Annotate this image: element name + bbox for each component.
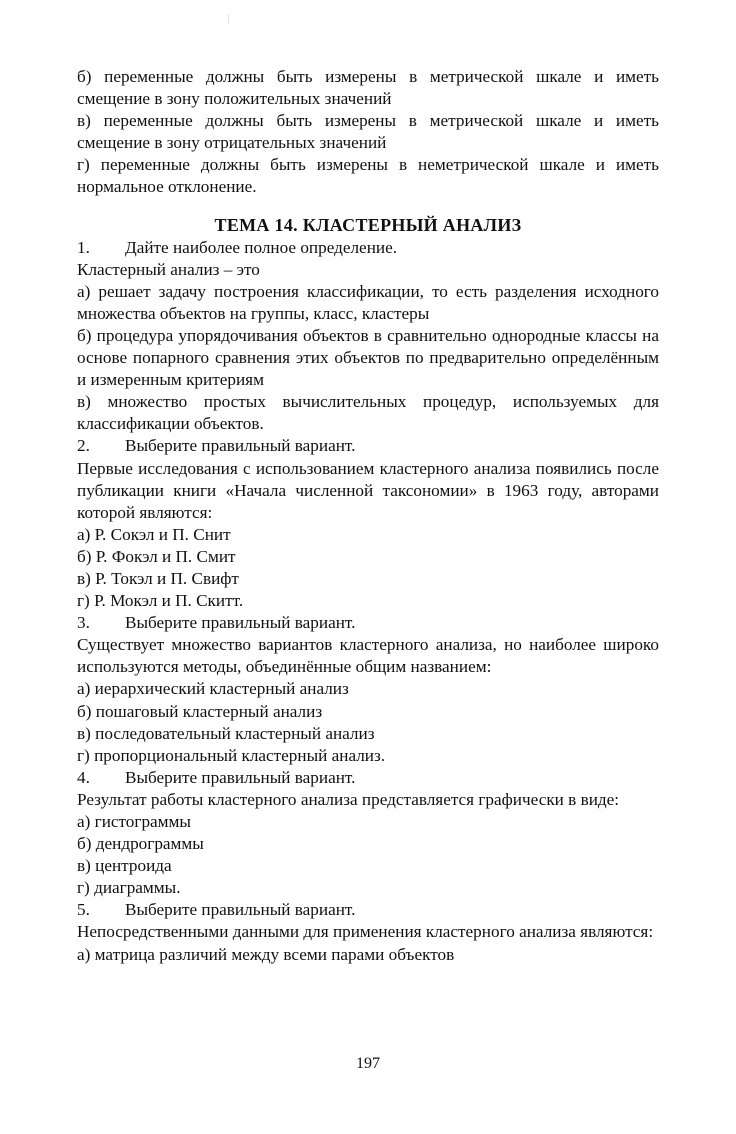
question-1-option-a: а) решает задачу построения классификации, то есть разделения исходного множества объектов на группы, класс, кластеры xyxy=(77,281,659,323)
question-1-option-b: б) процедура упорядочивания объектов в сравнительно однородные классы на основе попарного сравнения этих объектов по предварительно определённым и измеренным критериям xyxy=(77,325,659,390)
question-2-option-b: б) Р. Фокэл и П. Смит xyxy=(77,546,236,566)
page-number: 197 xyxy=(356,1055,380,1072)
section-heading: ТЕМА 14. КЛАСТЕРНЫЙ АНАЛИЗ xyxy=(214,214,522,235)
question-4-option-v: в) центроида xyxy=(77,856,172,876)
question-5-option-a: а) матрица различий между всеми парами объектов xyxy=(77,944,455,964)
question-1-option-v: в) множество простых вычислительных процедур, используемых для классификации объектов. xyxy=(77,392,659,434)
question-instruction: Выберите правильный вариант. xyxy=(125,613,356,633)
question-3-option-b: б) пошаговый кластерный анализ xyxy=(77,701,323,721)
question-2-option-v: в) Р. Токэл и П. Свифт xyxy=(77,568,239,588)
question-1-stem: Кластерный анализ – это xyxy=(77,259,260,279)
question-instruction: Выберите правильный вариант. xyxy=(125,767,356,787)
question-1-instruction xyxy=(77,237,659,259)
question-3-option-v: в) последовательный кластерный анализ xyxy=(77,723,375,743)
question-number: 4. xyxy=(77,767,90,787)
question-2-option-a: а) Р. Сокэл и П. Снит xyxy=(77,524,231,544)
intro-option-g: г) переменные должны быть измерены в неметрической шкале и иметь нормальное отклонение. xyxy=(77,155,659,197)
question-4-instruction xyxy=(77,767,659,789)
question-number: 1. xyxy=(77,237,90,257)
question-4-option-g: г) диаграммы. xyxy=(77,878,181,898)
question-instruction: Выберите правильный вариант. xyxy=(125,436,356,456)
question-3-instruction xyxy=(77,612,659,634)
question-4-option-a: а) гистограммы xyxy=(77,812,191,831)
scan-mark xyxy=(228,14,229,24)
question-2-instruction xyxy=(77,435,659,457)
question-instruction: Дайте наиболее полное определение. xyxy=(125,237,398,257)
question-3-option-a: а) иерархический кластерный анализ xyxy=(77,679,349,699)
question-2-option-g: г) Р. Мокэл и П. Скитт. xyxy=(77,591,244,611)
question-4-option-b: б) дендрограммы xyxy=(77,834,204,854)
question-instruction: Выберите правильный вариант. xyxy=(125,900,356,920)
question-number: 3. xyxy=(77,613,90,633)
question-number: 2. xyxy=(77,436,90,456)
question-5-stem: Непосредственными данными для применения кластерного анализа являются: xyxy=(77,922,654,942)
page-body xyxy=(77,66,659,966)
question-5-instruction xyxy=(77,899,659,921)
question-2-stem: Первые исследования с использованием кластерного анализа появились после публикации книги «Начала численной таксономии» в 1963 году, авторами которой являются: xyxy=(77,458,659,522)
intro-option-v: в) переменные должны быть измерены в метрической шкале и иметь смещение в зону отрицательных значений xyxy=(77,111,659,153)
question-3-option-g: г) пропорциональный кластерный анализ. xyxy=(77,745,386,765)
question-number: 5. xyxy=(77,900,90,920)
intro-option-b: б) переменные должны быть измерены в метрической шкале и иметь смещение в зону положительных значений xyxy=(77,67,659,109)
question-4-stem: Результат работы кластерного анализа представляется графически в виде: xyxy=(77,789,620,809)
question-3-stem: Существует множество вариантов кластерного анализа, но наиболее широко используются методы, объединённые общим названием: xyxy=(77,635,659,677)
